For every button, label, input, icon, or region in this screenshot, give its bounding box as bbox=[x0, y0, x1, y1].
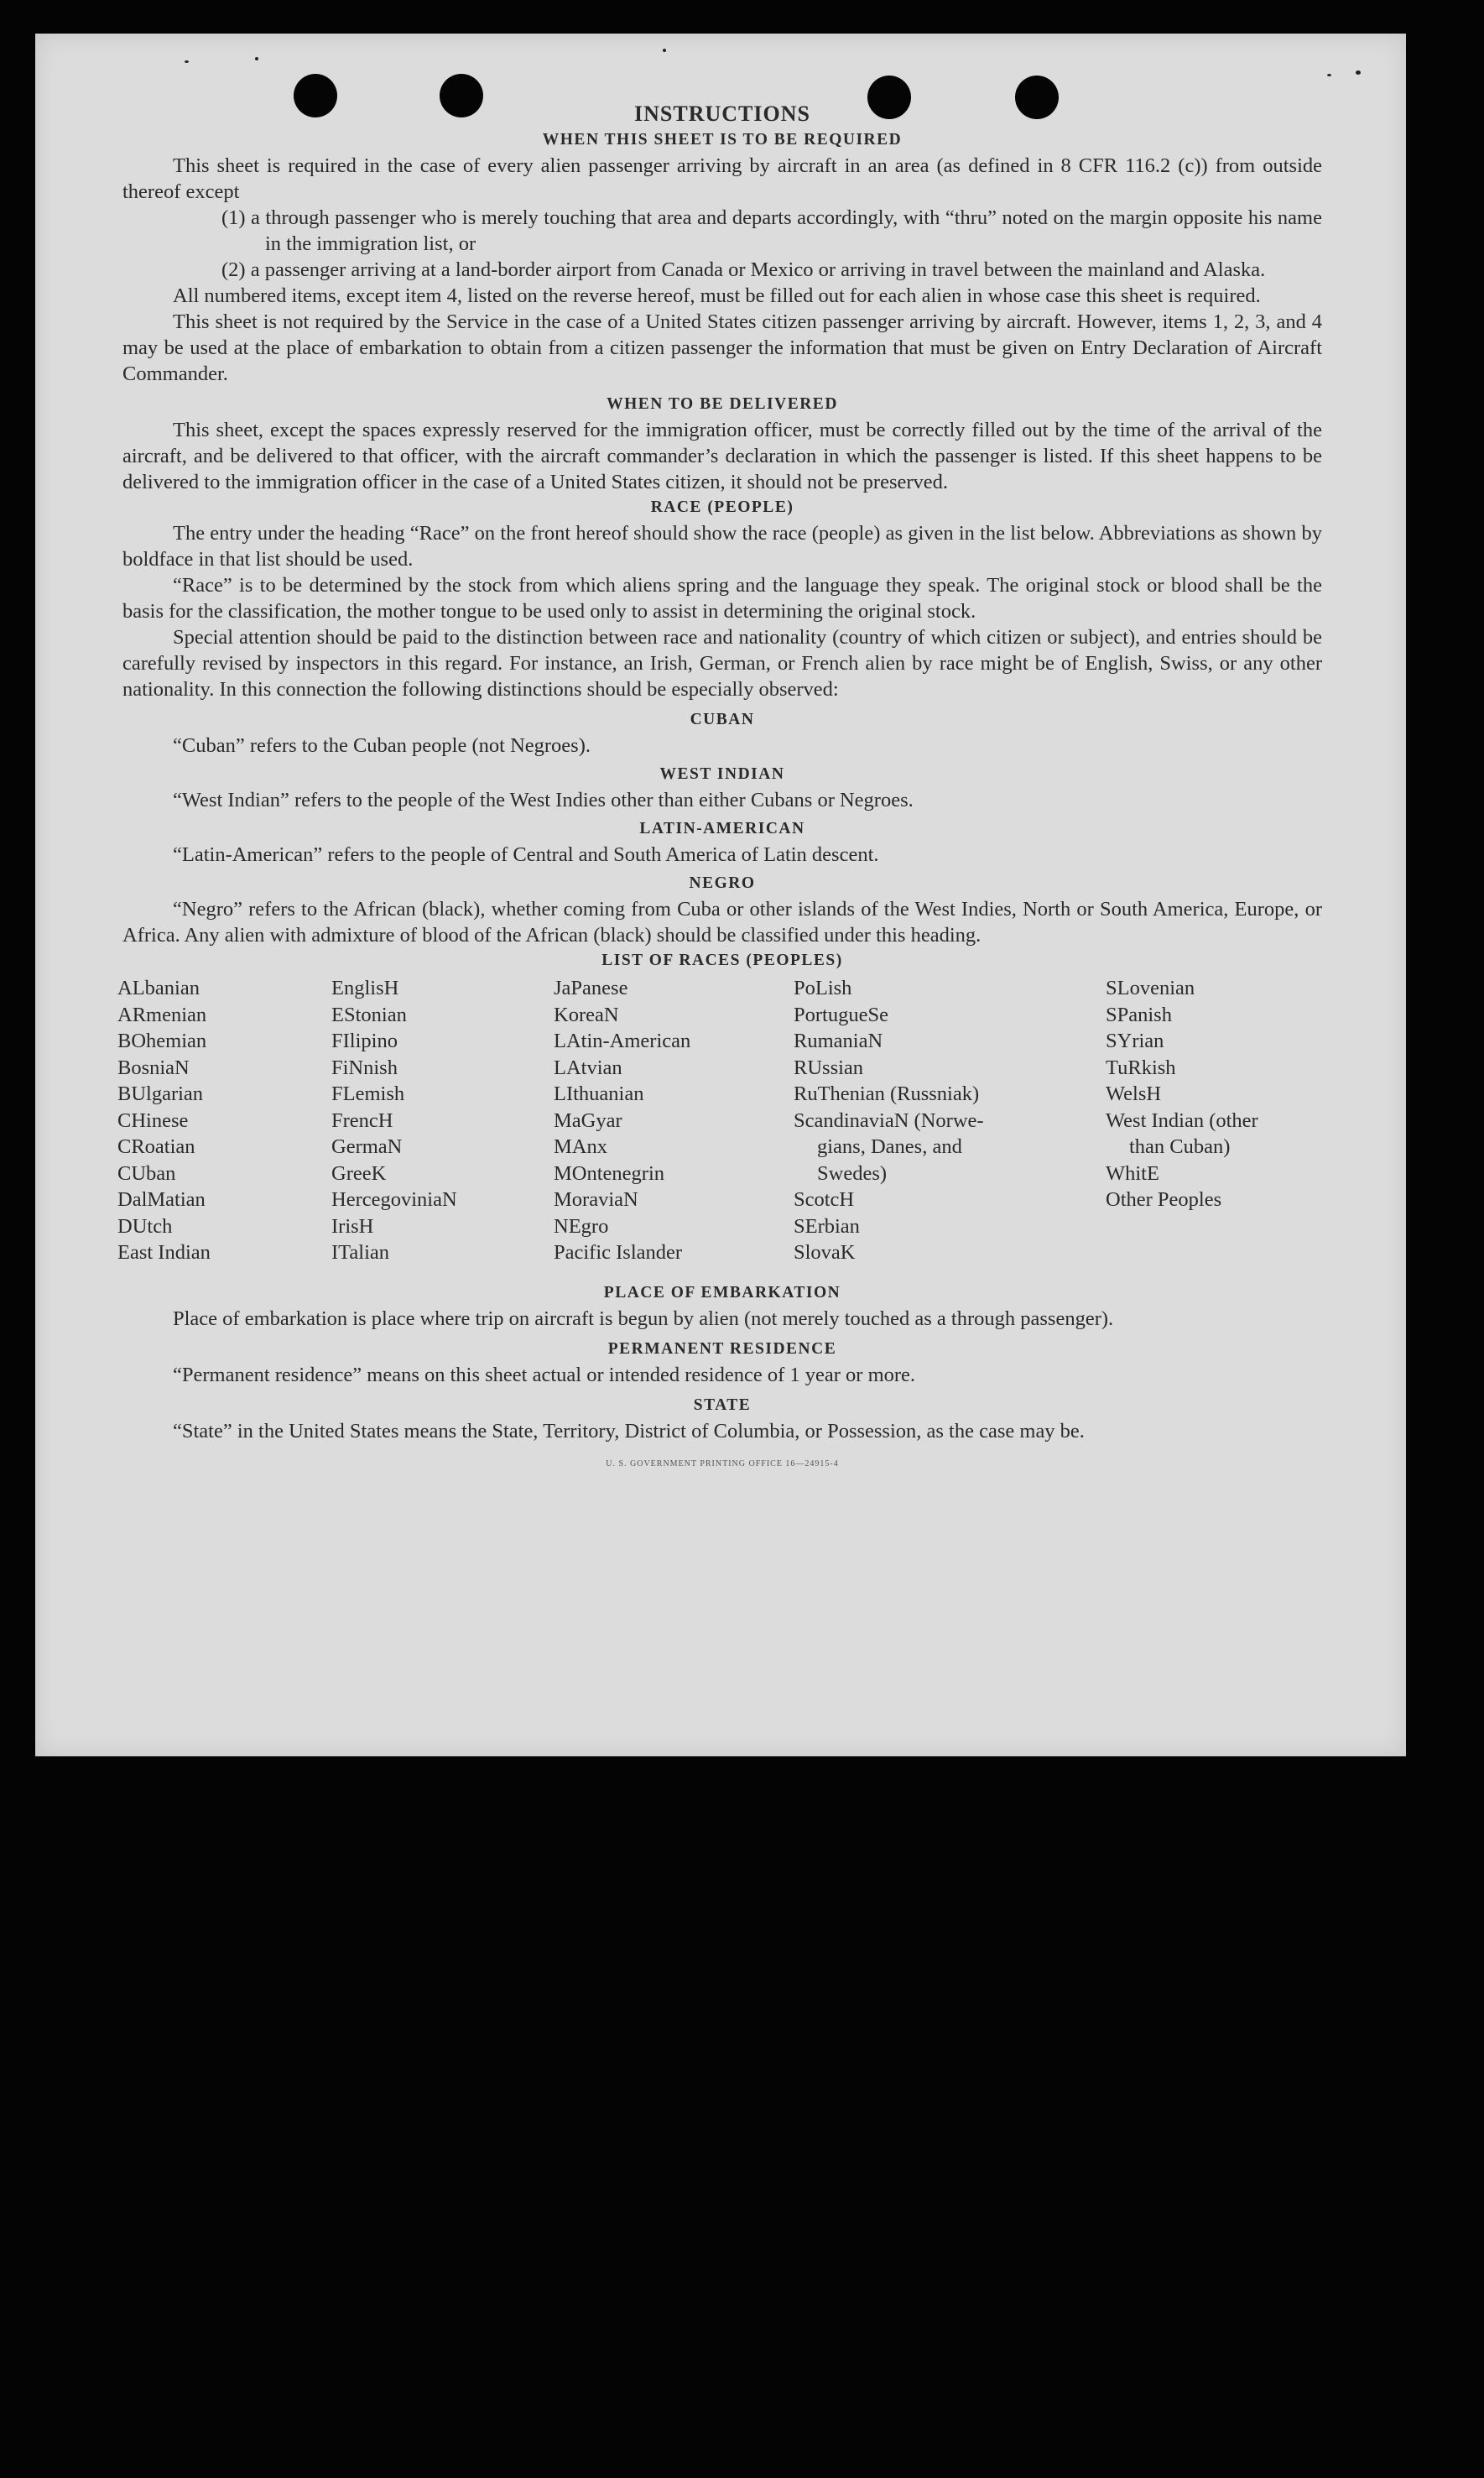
race-item: RuThenian (Russniak) bbox=[794, 1082, 980, 1105]
definition-text: “Negro” refers to the African (black), whether coming from Cuba or other islands of the West Indies, North or South America, Europe, or Africa. Any alien with admixture of blood of the African (black) should be classified under this heading. bbox=[122, 898, 1322, 947]
race-item: EnglisH bbox=[331, 977, 399, 999]
race-item-continued: gians, Danes, and bbox=[817, 1135, 962, 1158]
heading-race: RACE (PEOPLE) bbox=[650, 498, 794, 516]
race-item: MOntenegrin bbox=[554, 1161, 664, 1185]
race-item: GermaN bbox=[331, 1135, 403, 1158]
race-item: CRoatian bbox=[117, 1135, 195, 1158]
race-item: DUtch bbox=[117, 1214, 173, 1238]
document-sheet bbox=[35, 34, 1406, 1756]
instructions-content bbox=[117, 101, 1322, 1477]
race-item: SYrian bbox=[1106, 1030, 1164, 1052]
numbered-item-1: (1) a through passenger who is merely touching that area and departs accordingly, with “thru” noted on the margin opposite his name in the immigration list, or bbox=[221, 206, 1322, 255]
race-item: RumaniaN bbox=[794, 1030, 883, 1052]
dust-speck bbox=[1356, 70, 1361, 75]
race-item: FrencH bbox=[331, 1109, 393, 1132]
race-item: DalMatian bbox=[117, 1188, 206, 1211]
race-item: LAtin-American bbox=[554, 1030, 691, 1052]
heading-permanent-residence: PERMANENT RESIDENCE bbox=[607, 1340, 837, 1358]
definition-text: “Latin-American” refers to the people of Central and South America of Latin descent. bbox=[173, 843, 879, 866]
paragraph: The entry under the heading “Race” on the front hereof should show the race (people) as given in the list below. Abbreviations as shown by boldface in that list should be used. bbox=[122, 522, 1322, 571]
heading-when-delivered: WHEN TO BE DELIVERED bbox=[607, 395, 838, 413]
races-list bbox=[117, 975, 1322, 1281]
dust-speck bbox=[255, 57, 258, 60]
race-item: LIthuanian bbox=[554, 1082, 644, 1105]
race-item: SErbian bbox=[794, 1214, 860, 1238]
heading-latin-american: LATIN-AMERICAN bbox=[639, 820, 805, 837]
paragraph: This sheet is required in the case of every alien passenger arriving by aircraft in an area (as defined in 8 CFR 116.2 (c)) from outside thereof except bbox=[122, 154, 1322, 203]
race-item: HercegoviniaN bbox=[331, 1188, 457, 1211]
races-column-2 bbox=[331, 975, 457, 1266]
race-item: WelsH bbox=[1106, 1082, 1162, 1105]
paragraph: This sheet is not required by the Service in the case of a United States citizen passenger arriving by aircraft. However, items 1, 2, 3, and 4 may be used at the place of embarkation to obtain from a citizen passenger the information that must be given on Entry Declaration of Aircraft Commander. bbox=[122, 310, 1322, 385]
definition-text: “Permanent residence” means on this sheet actual or intended residence of 1 year or more. bbox=[173, 1364, 916, 1386]
paragraph: All numbered items, except item 4, listed on the reverse hereof, must be filled out for each alien in whose case this sheet is required. bbox=[173, 284, 1261, 307]
dust-speck bbox=[1327, 74, 1331, 76]
race-item: NEgro bbox=[554, 1214, 609, 1238]
heading-place-of-embarkation: PLACE OF EMBARKATION bbox=[603, 1284, 841, 1302]
definition-text: “State” in the United States means the State, Territory, District of Columbia, or Possession, as the case may be. bbox=[173, 1420, 1085, 1442]
definition-text: “Cuban” refers to the Cuban people (not Negroes). bbox=[173, 734, 591, 757]
race-item: FLemish bbox=[331, 1082, 405, 1105]
race-item: PortugueSe bbox=[794, 1003, 888, 1026]
race-item: East Indian bbox=[117, 1241, 211, 1264]
dust-speck bbox=[663, 49, 666, 52]
heading-cuban: CUBAN bbox=[690, 711, 755, 728]
race-item: West Indian (other bbox=[1106, 1109, 1258, 1132]
heading-west-indian: WEST INDIAN bbox=[659, 765, 785, 783]
race-item: EStonian bbox=[331, 1003, 407, 1026]
race-item: BOhemian bbox=[117, 1030, 207, 1052]
heading-negro: NEGRO bbox=[689, 874, 756, 892]
race-item-continued: than Cuban) bbox=[1129, 1135, 1231, 1158]
paragraph: “Race” is to be determined by the stock from which aliens spring and the language they speak. The original stock or blood shall be the basis for the classification, the mother tongue to be used only to assist in determining the original stock. bbox=[122, 574, 1322, 623]
heading-state: STATE bbox=[693, 1396, 752, 1414]
race-item: KoreaN bbox=[554, 1003, 619, 1026]
race-item-continued: Swedes) bbox=[817, 1161, 888, 1185]
races-column-3 bbox=[554, 975, 690, 1266]
race-item: ScandinaviaN (Norwe- bbox=[794, 1109, 984, 1132]
printing-office-footer: U. S. GOVERNMENT PRINTING OFFICE 16—24915-4 bbox=[606, 1459, 839, 1469]
heading-list-of-races: LIST OF RACES (PEOPLES) bbox=[601, 952, 843, 969]
race-item: PoLish bbox=[794, 977, 852, 999]
race-item: MoraviaN bbox=[554, 1188, 638, 1211]
definition-text: Place of embarkation is place where trip on aircraft is begun by alien (not merely touched as a through passenger). bbox=[173, 1307, 1114, 1330]
numbered-item-2: (2) a passenger arriving at a land-border airport from Canada or Mexico or arriving in travel between the mainland and Alaska. bbox=[221, 258, 1266, 281]
race-item: CUban bbox=[117, 1161, 176, 1185]
race-item: SlovaK bbox=[794, 1241, 856, 1264]
race-item: ITalian bbox=[331, 1241, 390, 1264]
race-item: ALbanian bbox=[117, 977, 200, 999]
races-column-1 bbox=[117, 975, 211, 1266]
race-item: ARmenian bbox=[117, 1003, 207, 1026]
race-item: BosniaN bbox=[117, 1056, 190, 1079]
paragraph: Special attention should be paid to the distinction between race and nationality (country of which citizen or subject), and entries should be carefully revised by inspectors in this regard. For instance, an Irish, German, or French alien by race might be of English, Swiss, or any other nationality. In this connection the following distinctions should be especially observed: bbox=[122, 626, 1322, 701]
race-item: MaGyar bbox=[554, 1109, 622, 1132]
document-title: INSTRUCTIONS bbox=[634, 102, 810, 126]
race-item: MAnx bbox=[554, 1135, 607, 1158]
race-item: SLovenian bbox=[1106, 977, 1195, 999]
race-item: GreeK bbox=[331, 1161, 387, 1185]
race-item: Pacific Islander bbox=[554, 1241, 683, 1264]
dust-speck bbox=[185, 60, 189, 63]
paragraph: This sheet, except the spaces expressly reserved for the immigration officer, must be correctly filled out by the time of the arrival of the aircraft, and be delivered to that officer, with the aircraft commander’s declaration in which the passenger is listed. If this sheet happens to be delivered to the immigration officer in the case of a United States citizen, it should not be preserved. bbox=[122, 419, 1322, 493]
heading-when-required: WHEN THIS SHEET IS TO BE REQUIRED bbox=[542, 131, 903, 149]
races-column-5 bbox=[1106, 975, 1258, 1213]
race-item: LAtvian bbox=[554, 1056, 622, 1079]
race-item: Other Peoples bbox=[1106, 1188, 1222, 1211]
races-column-4 bbox=[794, 975, 984, 1266]
race-item: SPanish bbox=[1106, 1003, 1172, 1026]
race-item: TuRkish bbox=[1106, 1056, 1176, 1079]
race-item: BUlgarian bbox=[117, 1082, 204, 1105]
race-item: FiNnish bbox=[331, 1056, 398, 1079]
race-item: IrisH bbox=[331, 1214, 374, 1238]
race-item: WhitE bbox=[1106, 1161, 1159, 1185]
race-item: JaPanese bbox=[554, 977, 628, 999]
race-item: CHinese bbox=[117, 1109, 189, 1132]
race-item: RUssian bbox=[794, 1056, 864, 1079]
race-item: ScotcH bbox=[794, 1188, 855, 1211]
race-item: FIlipino bbox=[331, 1030, 398, 1052]
definition-text: “West Indian” refers to the people of the West Indies other than either Cubans or Negroes. bbox=[173, 789, 914, 811]
